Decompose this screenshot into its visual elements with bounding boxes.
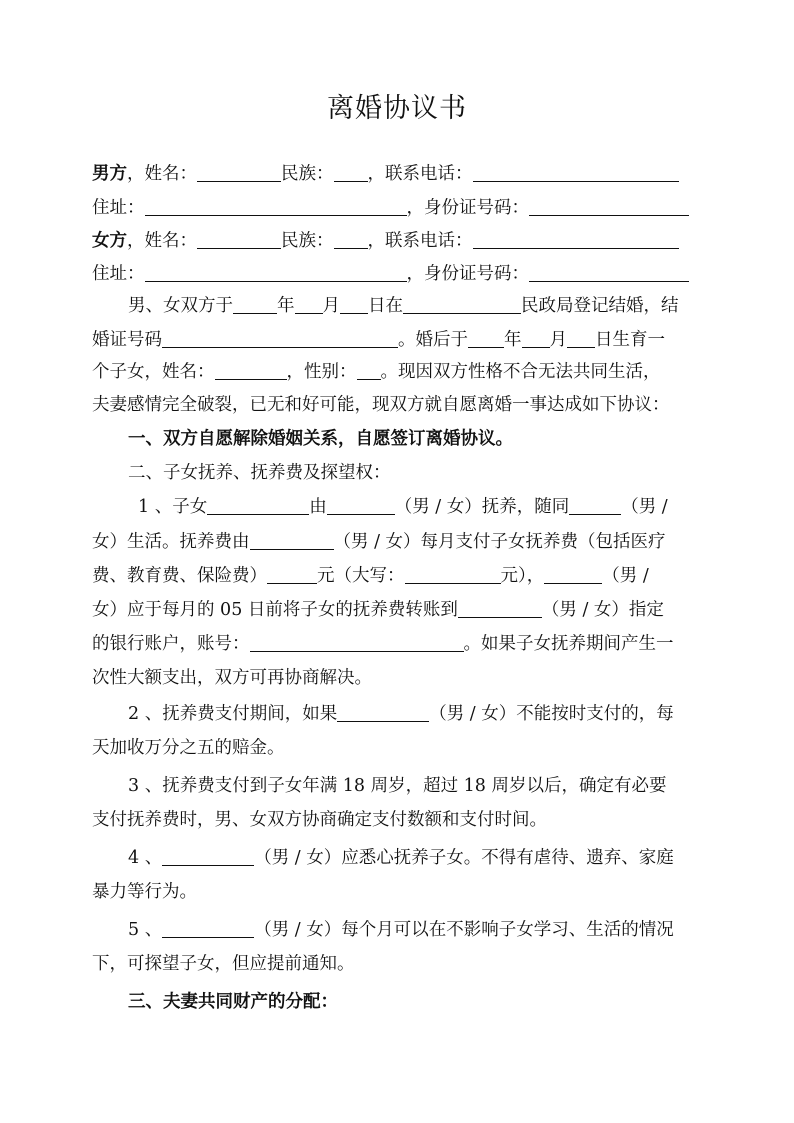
clause-text: 1 、子女 [138,497,208,517]
section-3-heading: 三、夫妻共同财产的分配： [128,992,338,1012]
male-ethnic-field[interactable] [334,163,368,182]
payer-2-field[interactable] [544,565,602,584]
clause-4-line-1 [92,846,748,870]
month-label: 月 [549,330,567,350]
clause-text: 女）应于每月的 05 日前将子女的抚养费转账到 [92,600,458,620]
clause-1-line-5 [92,632,712,656]
clause-3-line-1: 3 、抚养费支付到子女年满 18 周岁，超过 18 周岁以后，确定有必要 [128,776,667,796]
marriage-day-field[interactable] [340,295,368,314]
intro-text: 男、女双方于 [128,296,233,316]
clause-text: 元）， [500,566,545,586]
clause-text: 。如果子女抚养期间产生一 [463,634,674,654]
clause-text: 由 [309,497,327,517]
female-ethnic-label: 民族： [281,231,334,251]
male-phone-label: ，联系电话： [367,164,473,184]
male-name-field[interactable] [197,163,281,182]
male-info-line [92,162,712,186]
intro-text: 日生育一 [595,330,665,350]
female-name-field[interactable] [197,230,281,249]
year-label: 年 [277,296,295,316]
bank-account-field[interactable] [250,633,464,652]
clause-text: （男 / [602,566,649,586]
child-name-field[interactable] [215,361,287,380]
clause-text: （男 / 女）应悉心抚养子女。不得有虐待、遗弃、家庭 [254,848,674,868]
custodian-field[interactable] [327,496,395,515]
document-title: 离婚协议书 [327,93,467,124]
amount-field[interactable] [267,565,317,584]
birth-year-field[interactable] [468,329,504,348]
male-address-field[interactable] [145,197,407,216]
intro-text: 个子女，姓名： [92,362,215,382]
male-id-label: ，身份证号码： [406,198,529,218]
clause-text: 元（大写： [317,566,405,586]
birth-day-field[interactable] [567,329,595,348]
clause-text: （男 / 女）指定 [541,600,664,620]
birth-month-field[interactable] [522,329,550,348]
clause-1-line-1 [92,495,758,519]
female-phone-label: ，联系电话： [367,231,473,251]
clause-text: （男 / 女）每月支付子女抚养费（包括医疗 [333,532,666,552]
male-address-label: 住址： [92,198,145,218]
marriage-year-field[interactable] [233,295,277,314]
payer-field[interactable] [250,531,334,550]
clause-text: （男 / 女）每个月可以在不影响子女学习、生活的情况 [254,920,674,940]
intro-text: 。婚后于 [398,330,468,350]
female-address-field[interactable] [145,263,407,282]
clause-5-line-2: 下，可探望子女，但应提前通知。 [92,954,355,974]
clause-text: 女）生活。抚养费由 [92,532,250,552]
clause-text: （男 / 女）不能按时支付的，每 [429,704,674,724]
intro-text: ，性别： [286,362,357,382]
section-1-heading: 一、双方自愿解除婚姻关系，自愿签订离婚协议。 [128,429,513,449]
clause-1-line-6: 次性大额支出，双方可再协商解决。 [92,668,372,688]
recipient-field[interactable] [458,599,542,618]
female-address-line [92,262,712,286]
clause-text: 4 、 [128,848,163,868]
intro-text: 婚证号码 [92,330,162,350]
month-label: 月 [322,296,340,316]
male-id-field[interactable] [529,197,689,216]
male-label: 男方 [92,164,127,184]
clause-text: （男 / 女）抚养，随同 [394,497,570,517]
year-label: 年 [504,330,522,350]
male-address-line [92,196,712,220]
intro-line-4: 夫妻感情完全破裂，已无和好可能，现双方就自愿离婚一事达成如下协议： [92,395,670,415]
registry-office-field[interactable] [403,295,521,314]
clause-3-line-2: 支付抚养费时，男、女双方协商确定支付数额和支付时间。 [92,810,547,830]
caretaker-field[interactable] [162,847,254,866]
day-label: 日在 [368,296,403,316]
defaulter-field[interactable] [337,703,429,722]
intro-line-3 [92,360,712,384]
clause-2-line-1 [92,702,748,726]
clause-1-line-2 [92,530,712,554]
amount-words-field[interactable] [405,565,501,584]
section-2-heading: 二、子女抚养、抚养费及探望权： [128,463,391,483]
clause-5-line-1 [92,918,748,942]
marriage-month-field[interactable] [295,295,323,314]
male-ethnic-label: 民族： [281,164,334,184]
clause-text: 的银行账户，账号： [92,634,250,654]
clause-text: 2 、抚养费支付期间，如果 [128,704,338,724]
intro-text: 。现因双方性格不合无法共同生活， [380,362,661,382]
intro-text: 民政局登记结婚，结 [521,296,679,316]
female-label: 女方 [92,231,127,251]
child-gender-field[interactable] [357,361,381,380]
clause-2-line-2: 天加收万分之五的赔金。 [92,738,285,758]
female-phone-field[interactable] [473,230,679,249]
clause-text: （男 / [621,497,668,517]
clause-text: 5 、 [128,920,163,940]
female-id-field[interactable] [529,263,689,282]
male-name-label: ，姓名： [127,164,197,184]
intro-line-1 [92,294,748,318]
visitor-field[interactable] [162,919,254,938]
female-ethnic-field[interactable] [334,230,368,249]
intro-line-2 [92,328,712,352]
female-id-label: ，身份证号码： [406,264,529,284]
clause-4-line-2: 暴力等行为。 [92,882,197,902]
clause-text: 费、教育费、保险费） [92,566,267,586]
female-address-label: 住址： [92,264,145,284]
marriage-cert-field[interactable] [162,329,398,348]
male-phone-field[interactable] [473,163,679,182]
child-field[interactable] [207,496,309,515]
live-with-field[interactable] [569,496,621,515]
clause-1-line-3 [92,564,712,588]
female-name-label: ，姓名： [127,231,197,251]
clause-1-line-4 [92,598,712,622]
female-info-line [92,229,712,253]
